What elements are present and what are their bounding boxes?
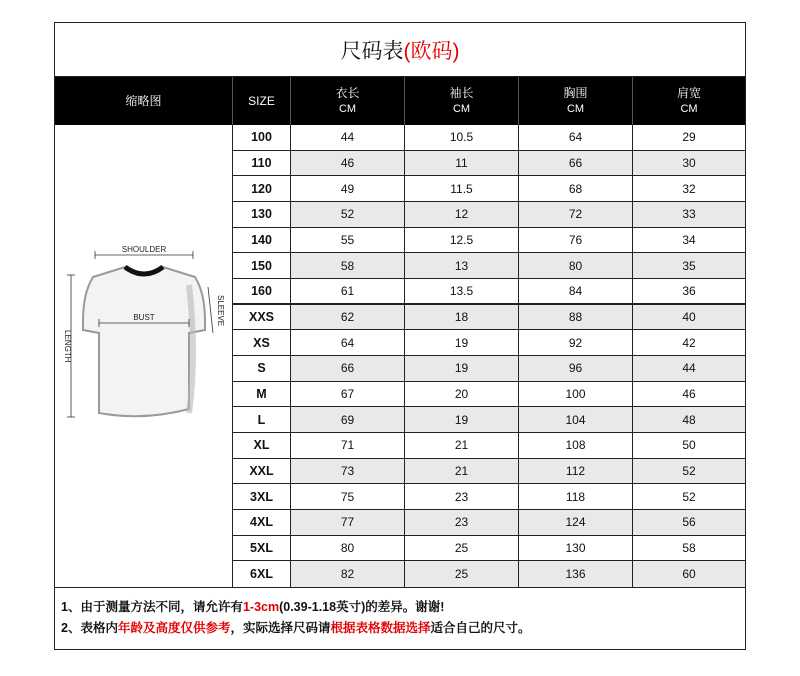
title-main: 尺码表 (340, 39, 404, 63)
cell-sleeve: 21 (405, 459, 519, 484)
cell-shoulder: 46 (682, 386, 696, 401)
table-row (233, 510, 745, 536)
cell-shoulder: 40 (682, 309, 696, 324)
cell-shoulder: 56 (682, 515, 696, 530)
cell-chest: 92 (519, 330, 633, 355)
notes (55, 587, 745, 649)
cell-size: XXL (233, 459, 291, 484)
cell-chest: 108 (519, 433, 633, 458)
header-length (291, 77, 405, 125)
cell-length: 73 (291, 459, 405, 484)
title-accent: (欧码) (403, 39, 460, 63)
cell-chest: 80 (519, 253, 633, 278)
cell-sleeve: 12.5 (405, 228, 519, 253)
table-row (233, 330, 745, 356)
cell-sleeve: 11 (405, 151, 519, 176)
cell-chest: 68 (519, 176, 633, 201)
cell-size: L (233, 407, 291, 432)
table-row (233, 407, 745, 433)
cell-chest: 118 (519, 484, 633, 509)
cell-shoulder: 48 (682, 412, 696, 427)
cell-shoulder: 30 (682, 155, 696, 170)
table-row (233, 279, 745, 305)
table-row (233, 228, 745, 254)
cell-size: 110 (233, 151, 291, 176)
cell-sleeve: 19 (405, 407, 519, 432)
cell-sleeve: 25 (405, 536, 519, 561)
cell-length: 62 (291, 305, 405, 330)
cell-size: 3XL (233, 484, 291, 509)
cell-length: 80 (291, 536, 405, 561)
table-row (233, 433, 745, 459)
header-sleeve-unit: CM (452, 103, 471, 115)
cell-shoulder: 50 (682, 438, 696, 453)
cell-chest: 112 (519, 459, 633, 484)
cell-length: 67 (291, 382, 405, 407)
cell-shoulder: 33 (682, 207, 696, 222)
tshirt-illustration (55, 125, 233, 587)
cell-size: 160 (233, 279, 291, 303)
cell-length: 66 (291, 356, 405, 381)
table-row (233, 151, 745, 177)
table-row (233, 459, 745, 485)
cell-shoulder: 52 (682, 463, 696, 478)
cell-size: 140 (233, 228, 291, 253)
cell-size: 4XL (233, 510, 291, 535)
cell-chest: 84 (519, 279, 633, 303)
cell-size: S (233, 356, 291, 381)
tshirt-diagram (55, 125, 233, 587)
cell-chest: 124 (519, 510, 633, 535)
cell-sleeve: 13.5 (405, 279, 519, 303)
cell-size: M (233, 382, 291, 407)
cell-sleeve: 13 (405, 253, 519, 278)
cell-sleeve: 11.5 (405, 176, 519, 201)
size-chart (54, 22, 746, 650)
cell-sleeve: 23 (405, 484, 519, 509)
table-row (233, 202, 745, 228)
table-row (233, 253, 745, 279)
cell-sleeve: 18 (405, 305, 519, 330)
cell-size: XXS (233, 305, 291, 330)
cell-sleeve: 10.5 (405, 125, 519, 150)
table-row (233, 536, 745, 562)
cell-shoulder: 36 (682, 283, 696, 298)
header-sleeve-label: 袖长 (449, 86, 474, 100)
cell-chest: 104 (519, 407, 633, 432)
cell-shoulder: 60 (682, 567, 696, 582)
cell-shoulder: 29 (682, 130, 696, 145)
table-row (233, 125, 745, 151)
header-shoulder (633, 77, 745, 125)
cell-shoulder: 35 (682, 258, 696, 273)
header-length-label: 衣长 (335, 86, 360, 100)
table-row (233, 484, 745, 510)
cell-sleeve: 21 (405, 433, 519, 458)
table-header (55, 77, 745, 125)
cell-length: 64 (291, 330, 405, 355)
bust-label: BUST (133, 313, 155, 322)
header-length-unit: CM (338, 103, 357, 115)
header-sleeve (405, 77, 519, 125)
header-chest (519, 77, 633, 125)
cell-chest: 136 (519, 561, 633, 587)
header-size (233, 77, 291, 125)
table-row (233, 561, 745, 587)
cell-length: 46 (291, 151, 405, 176)
cell-size: XL (233, 433, 291, 458)
cell-shoulder: 34 (682, 232, 696, 247)
header-chest-label: 胸围 (563, 86, 588, 100)
cell-length: 52 (291, 202, 405, 227)
cell-shoulder: 58 (682, 540, 696, 555)
cell-shoulder: 44 (682, 361, 696, 376)
cell-size: 130 (233, 202, 291, 227)
cell-chest: 88 (519, 305, 633, 330)
header-shoulder-unit: CM (680, 103, 698, 115)
cell-shoulder: 52 (682, 489, 696, 504)
sleeve-label: SLEEVE (216, 295, 225, 327)
length-label: LENGTH (63, 330, 72, 363)
cell-sleeve: 19 (405, 330, 519, 355)
table-row (233, 176, 745, 202)
cell-chest: 100 (519, 382, 633, 407)
cell-size: XS (233, 330, 291, 355)
cell-length: 61 (291, 279, 405, 303)
cell-shoulder: 42 (682, 335, 696, 350)
cell-size: 6XL (233, 561, 291, 587)
cell-length: 77 (291, 510, 405, 535)
table-row (233, 305, 745, 331)
header-size-label: SIZE (248, 94, 275, 108)
note-line-1: 1、由于测量方法不同，请允许有1-3cm(0.39-1.18英寸)的差异。谢谢! (61, 600, 445, 614)
cell-length: 71 (291, 433, 405, 458)
cell-length: 75 (291, 484, 405, 509)
cell-length: 69 (291, 407, 405, 432)
cell-sleeve: 12 (405, 202, 519, 227)
table-row (233, 356, 745, 382)
cell-sleeve: 25 (405, 561, 519, 587)
header-sketch (55, 77, 233, 125)
cell-size: 150 (233, 253, 291, 278)
note-line-2: 2、表格内年龄及高度仅供参考，实际选择尺码请根据表格数据选择适合自己的尺寸。 (61, 621, 531, 635)
cell-sleeve: 19 (405, 356, 519, 381)
header-shoulder-label: 肩宽 (676, 86, 701, 100)
cell-length: 82 (291, 561, 405, 587)
cell-sleeve: 20 (405, 382, 519, 407)
cell-chest: 64 (519, 125, 633, 150)
cell-size: 5XL (233, 536, 291, 561)
cell-shoulder: 32 (682, 181, 696, 196)
cell-chest: 96 (519, 356, 633, 381)
cell-sleeve: 23 (405, 510, 519, 535)
cell-chest: 130 (519, 536, 633, 561)
header-sketch-label: 缩略图 (125, 94, 162, 108)
shoulder-label: SHOULDER (121, 245, 167, 254)
page-title (55, 23, 745, 77)
cell-size: 100 (233, 125, 291, 150)
cell-length: 44 (291, 125, 405, 150)
cell-chest: 72 (519, 202, 633, 227)
table-row (233, 382, 745, 408)
cell-chest: 66 (519, 151, 633, 176)
cell-length: 55 (291, 228, 405, 253)
size-rows (233, 125, 745, 587)
cell-length: 49 (291, 176, 405, 201)
cell-length: 58 (291, 253, 405, 278)
cell-size: 120 (233, 176, 291, 201)
cell-chest: 76 (519, 228, 633, 253)
header-chest-unit: CM (566, 103, 585, 115)
